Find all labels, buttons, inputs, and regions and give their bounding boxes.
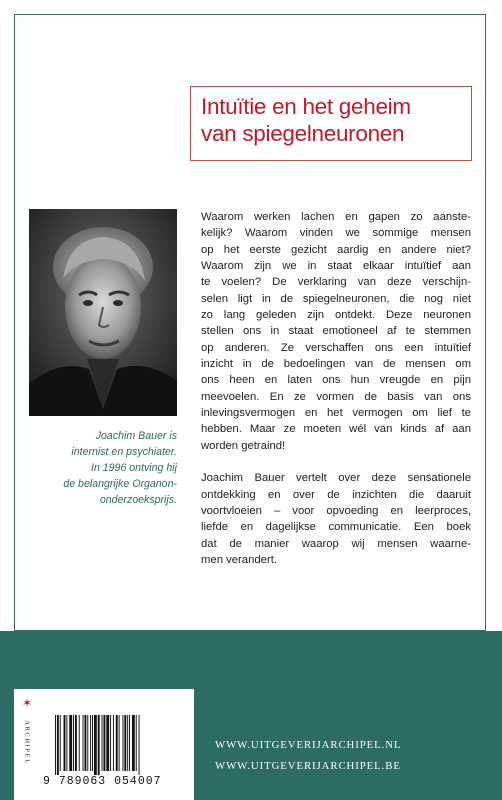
barcode-bar <box>69 715 72 771</box>
blurb-text <box>201 209 471 568</box>
barcode-bar <box>64 715 66 771</box>
website-link-nl[interactable]: WWW.UITGEVERIJARCHIPEL.NL <box>215 739 402 751</box>
barcode-bar <box>127 715 128 771</box>
barcode-bar <box>139 715 140 775</box>
blurb-line: selen ligt in de spiegelneuronen, die nog niet <box>201 292 471 305</box>
caption-line: internist en psychiater. <box>71 446 177 458</box>
barcode-bar <box>132 715 135 771</box>
barcode-bar <box>90 715 91 771</box>
barcode-bar <box>75 715 77 771</box>
blurb-line: voortvloeien – voor opvoeding en leerproces, <box>201 504 471 517</box>
barcode-bar <box>60 715 61 771</box>
barcode-bar <box>98 715 100 775</box>
barcode-bar <box>129 715 130 771</box>
website-link-be[interactable]: WWW.UITGEVERIJARCHIPEL.BE <box>215 760 401 772</box>
blurb-line: inlevingsvermogen en het vermogen om lief te <box>201 407 471 420</box>
isbn-number: 9 789063 054007 <box>43 775 162 788</box>
barcode-bar <box>87 715 88 771</box>
asterisk-star-icon: ✶ <box>21 696 33 710</box>
barcode-bar <box>136 715 137 771</box>
author-caption <box>17 428 177 508</box>
blurb-line: zo lang geleden zijn ontdekt. Deze neuronen <box>201 309 471 322</box>
book-title-line-2: van spiegelneuronen <box>201 121 405 146</box>
blurb-line: inzicht in de bedoelingen van de mensen om <box>201 358 471 371</box>
barcode-bar <box>102 715 103 771</box>
blurb-line: liefde en dagelijkse communicatie. Een boek <box>201 521 471 534</box>
title-box <box>190 86 472 161</box>
barcode-bar <box>124 715 126 771</box>
barcode-bar <box>84 715 86 771</box>
blurb-line: dat de manier waarop wij mensen waarne- <box>201 537 471 550</box>
author-portrait-icon <box>29 209 177 416</box>
blurb-line: ontdekking en over de inzichten die daaruit <box>201 488 471 501</box>
blurb-line: te voelen? De verklaring van deze verschijn- <box>201 276 471 289</box>
barcode-bar <box>106 715 109 771</box>
caption-line: Joachim Bauer is <box>95 430 177 442</box>
barcode-bar <box>119 715 120 771</box>
publisher-logo <box>20 697 34 767</box>
blurb-line: kelijk? Waarom vinden we sommige mensen <box>201 227 471 240</box>
blurb-line: Joachim Bauer vertelt over deze sensationele <box>201 472 471 485</box>
isbn-barcode <box>43 713 183 795</box>
caption-line: onderzoeksprijs. <box>99 494 177 506</box>
barcode-bar <box>57 715 59 775</box>
barcode-bar <box>92 715 93 771</box>
barcode-bar <box>94 715 97 775</box>
barcode-bar <box>66 715 67 771</box>
barcode-bar <box>55 715 56 775</box>
barcode-bar <box>110 715 111 771</box>
caption-line: In 1996 ontving hij <box>91 462 177 474</box>
website-list <box>215 735 401 777</box>
barcode-icon <box>43 713 183 775</box>
book-title-line-1: Intuïtie en het geheim <box>201 94 411 119</box>
blurb-line: op het eerste gezicht aardig en andere niet? <box>201 243 471 256</box>
blurb-line: ons heen en laten ons hun vreugde en pijn <box>201 374 471 387</box>
barcode-bar <box>73 715 74 771</box>
publisher-name: ARCHIPEL <box>23 720 31 765</box>
blurb-line: stellen ons in staat emotioneel af te stemmen <box>201 325 471 338</box>
blurb-line: worden getraind! <box>201 439 286 452</box>
blurb-line: hebben. Maar ze moeten wél van kinds af aan <box>201 423 471 436</box>
barcode-bar <box>79 715 80 771</box>
blurb-line: meevoelen. En ze vormen de basis van ons <box>201 390 471 403</box>
barcode-bar <box>116 715 118 771</box>
blurb-line: Waarom werken lachen en gapen zo aanste- <box>201 211 471 223</box>
blurb-line: op anderen. Ze verschaffen ons een intuïtief <box>201 341 471 354</box>
barcode-bar <box>113 715 114 771</box>
blurb-line: Waarom zijn we in staat elkaar intuïtief aan <box>201 260 471 273</box>
barcode-bar <box>83 715 84 771</box>
caption-line: de belangrijke Organon- <box>63 478 177 490</box>
blurb-line: men verandert. <box>201 553 277 566</box>
barcode-bar <box>103 715 105 771</box>
author-portrait <box>29 209 177 416</box>
barcode-bar <box>122 715 123 771</box>
